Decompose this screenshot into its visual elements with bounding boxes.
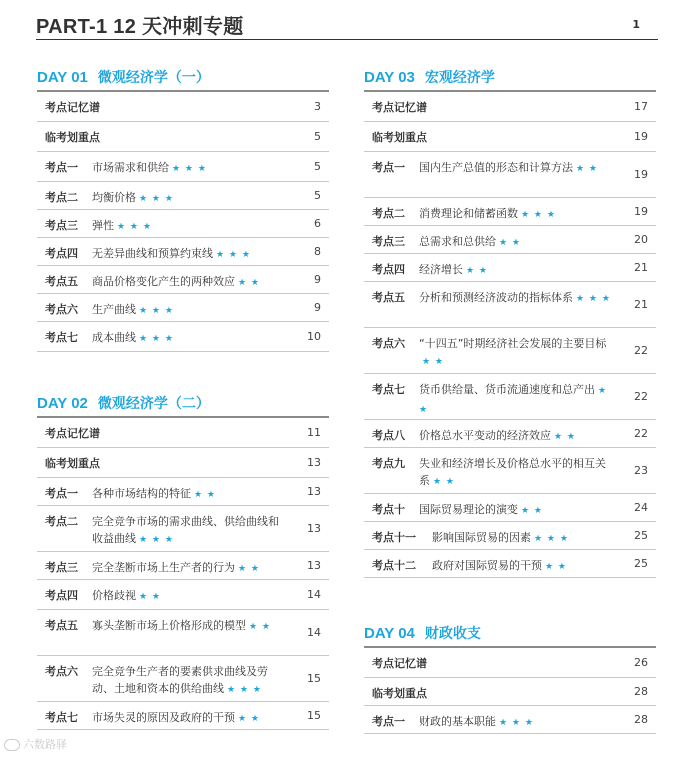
toc-row-topic (419, 335, 614, 371)
page-title: PART-1 12 天冲刺专题 (36, 16, 244, 38)
page-number: 1 (632, 18, 640, 31)
toc-row[interactable] (37, 552, 329, 580)
toc-row[interactable] (37, 266, 329, 294)
section-title-text: 财政收支 (424, 626, 481, 642)
toc-row-page-number: 11 (307, 426, 321, 439)
importance-stars-icon: ★ ★ ★ (227, 685, 262, 695)
toc-row-page-number: 21 (634, 261, 648, 274)
toc-row-label: 考点五 (45, 619, 78, 632)
toc-row-topic-text: 失业和经济增长及价格总水平的相互关系 (419, 457, 606, 487)
toc-row-topic-text: 市场需求和供给 (92, 161, 169, 174)
toc-row-page-number: 9 (314, 273, 321, 286)
importance-stars-icon: ★ ★ (238, 564, 260, 574)
toc-row-label: 考点记忆谱 (45, 101, 100, 114)
toc-row[interactable] (37, 122, 329, 152)
toc-row-topic-text: 完全竞争市场的需求曲线、供给曲线和收益曲线 (92, 515, 279, 545)
toc-row-label: 考点三 (372, 235, 405, 248)
toc-row[interactable] (364, 550, 656, 578)
toc-row[interactable] (364, 282, 656, 328)
importance-stars-icon: ★ ★ ★ (139, 334, 174, 344)
toc-row-page-number: 15 (307, 672, 321, 685)
toc-row-topic-text: 寡头垄断市场上价格形成的模型 (92, 619, 246, 632)
toc-row-label: 考点三 (45, 561, 78, 574)
toc-row-label: 考点五 (45, 275, 78, 288)
toc-row-label: 考点一 (372, 715, 405, 728)
toc-row-topic (92, 709, 287, 728)
toc-row-label: 考点六 (45, 665, 78, 678)
toc-row-topic (432, 529, 627, 548)
toc-row-label: 考点记忆谱 (372, 657, 427, 670)
toc-row-topic-text: 消费理论和储蓄函数 (419, 207, 518, 220)
watermark (4, 736, 67, 752)
toc-row-page-number: 9 (314, 301, 321, 314)
section-title (37, 66, 329, 90)
importance-stars-icon: ★ ★ ★ (576, 294, 611, 304)
toc-row-label: 考点记忆谱 (45, 427, 100, 440)
toc-row[interactable] (37, 610, 329, 656)
section-title (364, 66, 656, 90)
importance-stars-icon: ★ ★ (238, 278, 260, 288)
section-title-text: 微观经济学（二） (97, 396, 210, 412)
toc-row-topic (432, 557, 627, 576)
toc-row-label: 考点四 (45, 247, 78, 260)
toc-row-topic-text: 影响国际贸易的因素 (432, 531, 531, 544)
section-day04 (364, 622, 656, 734)
toc-row-label: 考点四 (45, 589, 78, 602)
toc-row-topic (92, 301, 287, 320)
importance-stars-icon: ★ ★ (422, 357, 444, 367)
toc-row-label: 考点五 (372, 291, 405, 304)
toc-row[interactable] (364, 152, 656, 198)
toc-row-label: 临考划重点 (372, 131, 427, 144)
importance-stars-icon: ★ ★ (499, 238, 521, 248)
toc-row-topic-text: 财政的基本职能 (419, 715, 496, 728)
toc-row-topic (92, 485, 287, 504)
toc-row-topic (92, 189, 287, 208)
toc-row[interactable] (37, 322, 329, 352)
toc-row-page-number: 5 (314, 160, 321, 173)
importance-stars-icon: ★ ★ ★ (172, 164, 207, 174)
toc-row[interactable] (37, 448, 329, 478)
importance-stars-icon: ★ ★ (545, 562, 567, 572)
importance-stars-icon: ★ ★ (521, 506, 543, 516)
toc-row[interactable] (37, 92, 329, 122)
toc-row-topic-text: 完全垄断市场上生产者的行为 (92, 561, 235, 574)
toc-row[interactable] (364, 92, 656, 122)
toc-row[interactable] (37, 294, 329, 322)
toc-row[interactable] (364, 328, 656, 374)
importance-stars-icon: ★ ★ ★ (499, 718, 534, 728)
toc-row-page-number: 6 (314, 217, 321, 230)
toc-row-topic (92, 159, 287, 178)
toc-row-topic-text: 商品价格变化产生的两种效应 (92, 275, 235, 288)
toc-row-page-number: 21 (634, 298, 648, 311)
toc-row-label: 考点六 (372, 337, 405, 350)
toc-row-topic (419, 289, 614, 308)
toc-row[interactable] (364, 648, 656, 678)
toc-row-topic-text: 无差异曲线和预算约束线 (92, 247, 213, 260)
toc-row-page-number: 8 (314, 245, 321, 258)
toc-row-label: 考点七 (372, 383, 405, 396)
header-divider (36, 39, 658, 40)
section-day-label: DAY 03 (364, 69, 415, 86)
toc-row[interactable] (37, 152, 329, 182)
section-day-label: DAY 04 (364, 625, 415, 642)
toc-row-page-number: 19 (634, 130, 648, 143)
toc-row-topic-text: 国际贸易理论的演变 (419, 503, 518, 516)
toc-row-page-number: 13 (307, 522, 321, 535)
toc-row-topic-text: 国内生产总值的形态和计算方法 (419, 161, 573, 174)
toc-row[interactable] (364, 226, 656, 254)
toc-row[interactable] (37, 478, 329, 506)
toc-row[interactable] (37, 506, 329, 552)
toc-row-label: 考点八 (372, 429, 405, 442)
page-header (36, 8, 658, 38)
toc-row-label: 考点二 (45, 191, 78, 204)
section-day03 (364, 66, 656, 578)
toc-row-topic-text: 生产曲线 (92, 303, 136, 316)
toc-row-page-number: 19 (634, 168, 648, 181)
toc-row[interactable] (364, 706, 656, 734)
toc-row-topic (419, 501, 614, 520)
toc-row[interactable] (37, 702, 329, 730)
toc-row-page-number: 3 (314, 100, 321, 113)
toc-row-label: 考点一 (372, 161, 405, 174)
toc-row-topic (419, 713, 614, 732)
toc-row[interactable] (364, 254, 656, 282)
toc-row-page-number: 22 (634, 344, 648, 357)
section-day02 (37, 392, 329, 730)
toc-row-page-number: 28 (634, 685, 648, 698)
toc-row-page-number: 28 (634, 713, 648, 726)
toc-row-page-number: 13 (307, 485, 321, 498)
toc-row-label: 考点四 (372, 263, 405, 276)
section-title-text: 宏观经济学 (424, 70, 495, 86)
toc-row-page-number: 22 (634, 427, 648, 440)
importance-stars-icon: ★ ★ (419, 386, 608, 415)
toc-row-topic-text: 市场失灵的原因及政府的干预 (92, 711, 235, 724)
toc-row-topic-text: 价格总水平变动的经济效应 (419, 429, 551, 442)
toc-row-topic (92, 245, 287, 264)
toc-row-topic-text: 经济增长 (419, 263, 463, 276)
toc-row-page-number: 25 (634, 529, 648, 542)
toc-row-page-number: 5 (314, 130, 321, 143)
toc-row-page-number: 23 (634, 464, 648, 477)
importance-stars-icon: ★ ★ ★ (216, 250, 251, 260)
toc-row-topic-text: 价格歧视 (92, 589, 136, 602)
importance-stars-icon: ★ ★ ★ (139, 306, 174, 316)
toc-row-label: 考点二 (372, 207, 405, 220)
section-title (364, 622, 656, 646)
toc-row-label: 考点一 (45, 161, 78, 174)
toc-row-label: 临考划重点 (45, 457, 100, 470)
toc-row-label: 考点七 (45, 711, 78, 724)
importance-stars-icon: ★ ★ (466, 266, 488, 276)
section-day01 (37, 66, 329, 352)
toc-row[interactable] (364, 494, 656, 522)
toc-row-topic-text: 分析和预测经济波动的指标体系 (419, 291, 573, 304)
toc-row-page-number: 17 (634, 100, 648, 113)
toc-row-topic (419, 205, 614, 224)
toc-row-page-number: 10 (307, 330, 321, 343)
toc-row-topic-text: 货币供给量、货币流通速度和总产出 (419, 383, 595, 396)
toc-row-topic (92, 663, 287, 699)
toc-row[interactable] (364, 448, 656, 494)
toc-row-page-number: 13 (307, 456, 321, 469)
toc-row-page-number: 5 (314, 189, 321, 202)
toc-row-topic-text: “十四五”时期经济社会发展的主要目标 (419, 337, 607, 350)
section-day-label: DAY 02 (37, 395, 88, 412)
watermark-text: 六数路驿 (23, 738, 67, 751)
toc-row-topic (419, 427, 614, 446)
toc-row-topic-text: 弹性 (92, 219, 114, 232)
toc-row-topic-text: 完全竞争生产者的要素供求曲线及劳动、土地和资本的供给曲线 (92, 665, 268, 695)
toc-row-topic (419, 233, 614, 252)
toc-row[interactable] (364, 678, 656, 706)
toc-row-page-number: 26 (634, 656, 648, 669)
toc-row[interactable] (364, 522, 656, 550)
toc-row-topic (92, 617, 287, 636)
section-title (37, 392, 329, 416)
toc-row[interactable] (364, 122, 656, 152)
toc-row-label: 考点一 (45, 487, 78, 500)
toc-row-label: 临考划重点 (372, 687, 427, 700)
toc-row-label: 考点九 (372, 457, 405, 470)
toc-row-page-number: 22 (634, 390, 648, 403)
importance-stars-icon: ★ ★ (554, 432, 576, 442)
toc-row-label: 考点二 (45, 515, 78, 528)
toc-row[interactable] (364, 198, 656, 226)
toc-row-topic-text: 各种市场结构的特征 (92, 487, 191, 500)
toc-row-topic-text: 成本曲线 (92, 331, 136, 344)
importance-stars-icon: ★ ★ ★ (534, 534, 569, 544)
toc-row[interactable] (364, 420, 656, 448)
toc-row-label: 考点十 (372, 503, 405, 516)
toc-row-topic (92, 217, 287, 236)
toc-row[interactable] (37, 182, 329, 210)
toc-row-page-number: 25 (634, 557, 648, 570)
toc-row-topic-text: 政府对国际贸易的干预 (432, 559, 542, 572)
section-title-text: 微观经济学（一） (97, 70, 210, 86)
toc-row[interactable] (37, 418, 329, 448)
toc-row-page-number: 20 (634, 233, 648, 246)
importance-stars-icon: ★ ★ ★ (139, 535, 174, 545)
toc-row-topic (419, 261, 614, 280)
toc-row-page-number: 14 (307, 626, 321, 639)
toc-row[interactable] (37, 656, 329, 702)
toc-row[interactable] (37, 238, 329, 266)
importance-stars-icon: ★ ★ ★ (139, 194, 174, 204)
toc-row-label: 考点七 (45, 331, 78, 344)
importance-stars-icon: ★ ★ (194, 490, 216, 500)
toc-row-topic-text: 均衡价格 (92, 191, 136, 204)
toc-row-topic-text: 总需求和总供给 (419, 235, 496, 248)
toc-row[interactable] (37, 210, 329, 238)
toc-row-topic (92, 513, 287, 549)
importance-stars-icon: ★ ★ (139, 592, 161, 602)
toc-row-page-number: 14 (307, 588, 321, 601)
toc-row-label: 考点记忆谱 (372, 101, 427, 114)
toc-row-page-number: 19 (634, 205, 648, 218)
toc-row-label: 考点六 (45, 303, 78, 316)
toc-row-topic (92, 329, 287, 348)
importance-stars-icon: ★ ★ ★ (521, 210, 556, 220)
importance-stars-icon: ★ ★ (249, 622, 271, 632)
toc-row-label: 考点三 (45, 219, 78, 232)
toc-row-topic (419, 159, 614, 178)
importance-stars-icon: ★ ★ (576, 164, 598, 174)
watermark-icon (4, 739, 20, 751)
toc-row[interactable] (37, 580, 329, 610)
toc-row-page-number: 24 (634, 501, 648, 514)
toc-row[interactable] (364, 374, 656, 420)
importance-stars-icon: ★ ★ (238, 714, 260, 724)
toc-row-topic (419, 455, 614, 491)
importance-stars-icon: ★ ★ (433, 477, 455, 487)
toc-row-page-number: 15 (307, 709, 321, 722)
toc-row-topic (92, 587, 287, 606)
toc-row-label: 考点十一 (372, 531, 416, 544)
toc-row-label: 临考划重点 (45, 131, 100, 144)
toc-row-topic (419, 381, 614, 419)
toc-row-topic (92, 559, 287, 578)
toc-row-topic (92, 273, 287, 292)
toc-row-page-number: 13 (307, 559, 321, 572)
importance-stars-icon: ★ ★ ★ (117, 222, 152, 232)
toc-row-label: 考点十二 (372, 559, 416, 572)
section-day-label: DAY 01 (37, 69, 88, 86)
